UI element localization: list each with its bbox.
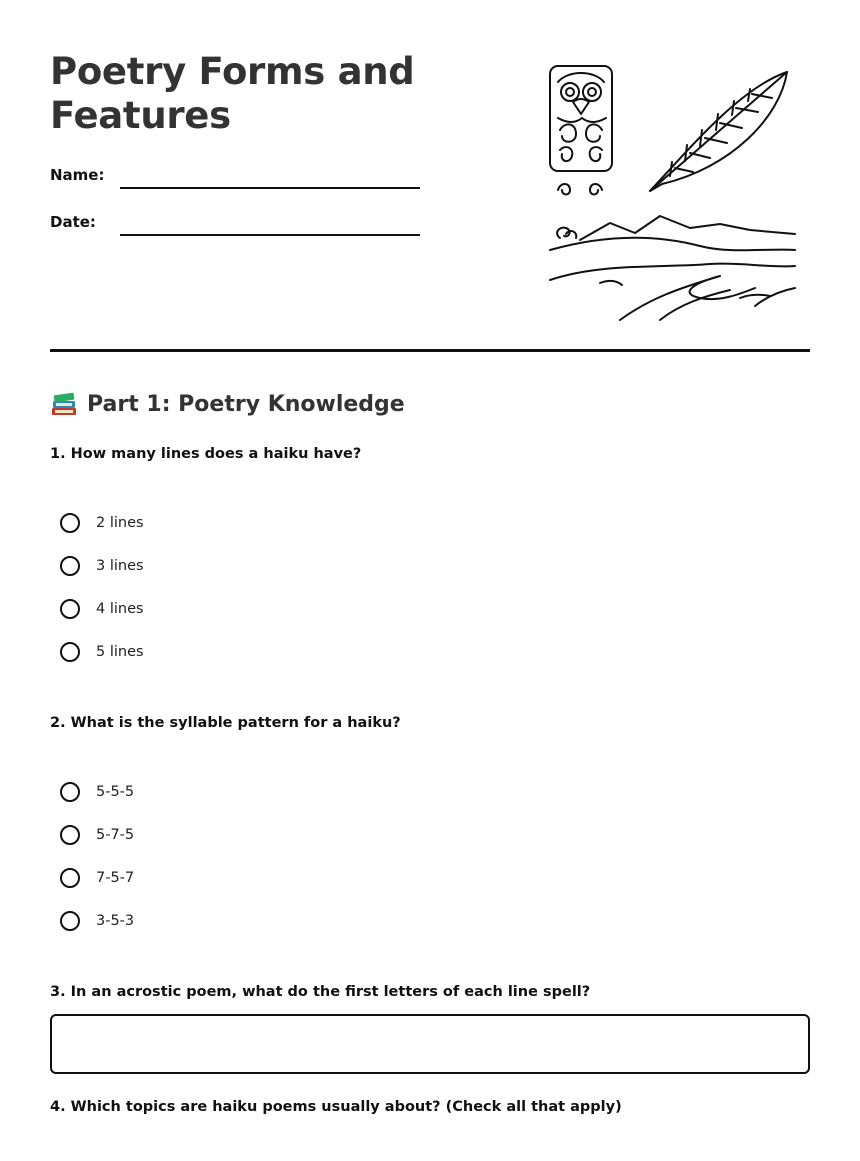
illustration-group	[540, 58, 805, 323]
option-label: 2 lines	[96, 514, 144, 531]
divider	[50, 349, 810, 352]
question-1-option-1[interactable]	[60, 501, 144, 544]
radio-button[interactable]	[60, 642, 80, 662]
question-1-option-2[interactable]	[60, 544, 144, 587]
date-field[interactable]	[120, 234, 420, 236]
carving-icon	[550, 66, 612, 195]
option-label: 5-7-5	[96, 826, 135, 843]
name-field[interactable]	[120, 187, 420, 189]
question-1-option-3[interactable]	[60, 587, 144, 630]
radio-button[interactable]	[60, 599, 80, 619]
question-1-options	[60, 501, 144, 673]
name-label: Name:	[50, 166, 105, 184]
radio-button[interactable]	[60, 911, 80, 931]
title-line-2: Features	[50, 94, 231, 137]
radio-button[interactable]	[60, 556, 80, 576]
question-3: 3. In an acrostic poem, what do the first letters of each line spell?	[50, 984, 591, 1000]
question-1-option-4[interactable]	[60, 630, 144, 673]
radio-button[interactable]	[60, 868, 80, 888]
question-4: 4. Which topics are haiku poems usually about? (Check all that apply)	[50, 1099, 622, 1115]
option-label: 7-5-7	[96, 869, 135, 886]
question-2-options	[60, 770, 134, 942]
option-label: 4 lines	[96, 600, 144, 617]
question-1: 1. How many lines does a haiku have?	[50, 446, 362, 462]
page-title	[50, 50, 470, 138]
question-2-option-4[interactable]	[60, 899, 134, 942]
part-1-heading	[50, 390, 405, 418]
question-2-option-2[interactable]	[60, 813, 134, 856]
radio-button[interactable]	[60, 825, 80, 845]
option-label: 5-5-5	[96, 783, 135, 800]
question-2-option-1[interactable]	[60, 770, 134, 813]
date-label: Date:	[50, 213, 96, 231]
part-1-heading-text: Part 1: Poetry Knowledge	[87, 391, 405, 417]
radio-button[interactable]	[60, 782, 80, 802]
question-3-answer-input[interactable]	[50, 1014, 810, 1074]
landscape-icon	[550, 216, 795, 320]
feather-icon	[650, 72, 787, 191]
radio-button[interactable]	[60, 513, 80, 533]
title-line-1: Poetry Forms and	[50, 50, 415, 93]
option-label: 5 lines	[96, 643, 144, 660]
option-label: 3-5-3	[96, 912, 135, 929]
question-2: 2. What is the syllable pattern for a haiku?	[50, 715, 401, 731]
option-label: 3 lines	[96, 557, 144, 574]
question-2-option-3[interactable]	[60, 856, 134, 899]
books-icon	[50, 390, 78, 418]
